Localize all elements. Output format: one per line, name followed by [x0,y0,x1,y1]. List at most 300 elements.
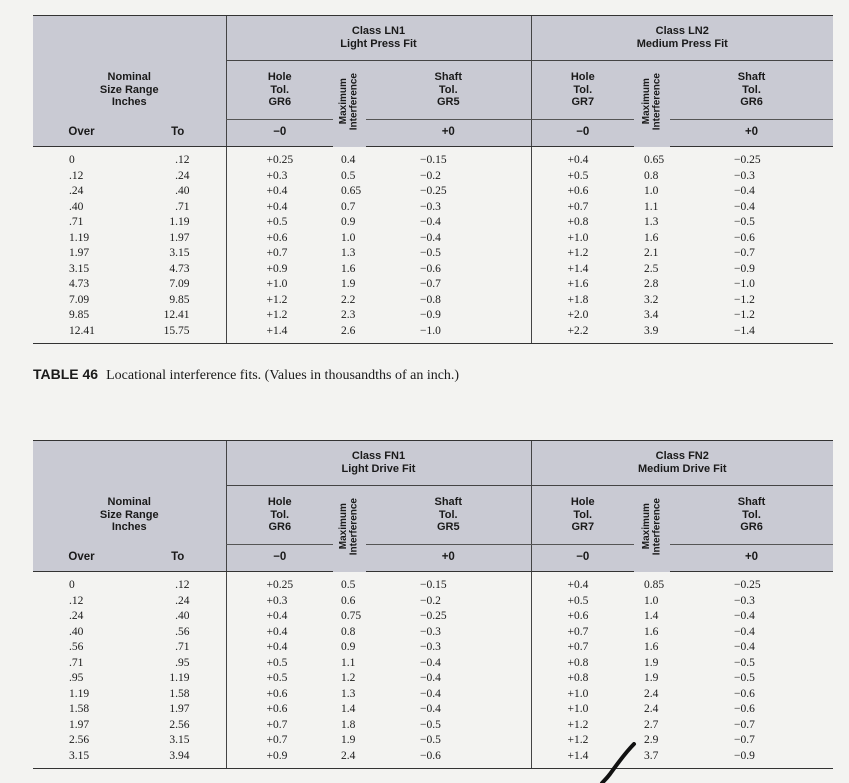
shaft-tol-cell: −0.3 [366,200,531,216]
hole-tol-cell: +0.7 [226,733,333,749]
over-cell: .24 [33,184,130,200]
shaft-tol-cell: −0.25 [366,609,531,625]
shaft-tol-cell: −1.0 [366,324,531,344]
over-cell: 1.58 [33,702,130,718]
over-cell: 2.56 [33,733,130,749]
shaft-line: Shaft [434,496,462,509]
to-cell: .71 [130,640,226,656]
blank-corner [33,16,226,61]
table-body [33,572,833,769]
max-interference-cell: 3.2 [634,293,670,309]
max-interference-cell: 1.6 [634,640,670,656]
table-row [33,656,833,672]
to-cell: 12.41 [130,308,226,324]
hole-tol-value: −0 [531,545,634,572]
over-cell: .71 [33,656,130,672]
hole-tol-cell: +1.4 [531,749,634,769]
hole-tol-cell: +0.4 [531,572,634,594]
hole-tol-value: −0 [226,120,333,147]
table-row [33,246,833,262]
shaft-line: GR5 [436,96,460,109]
max-interference-cell: 1.3 [333,246,366,262]
to-cell: .12 [130,572,226,594]
shaft-tol-cell: −0.4 [366,671,531,687]
to-cell: 1.19 [130,671,226,687]
shaft-tol-cell: −0.5 [366,246,531,262]
table-47 [33,440,833,769]
over-cell: 0 [33,572,130,594]
to-cell: .24 [130,169,226,185]
max-interference-cell: 1.6 [634,625,670,641]
shaft-tol-cell: −0.5 [366,733,531,749]
shaft-tol-header [366,61,531,120]
shaft-tol-cell: −0.4 [366,656,531,672]
shaft-line: Tol. [742,83,761,96]
table-row [33,169,833,185]
shaft-tol-cell: −0.2 [366,169,531,185]
max-interference-cell: 0.6 [333,594,366,610]
shaft-tol-cell: −0.4 [670,609,833,625]
table-row [33,718,833,734]
hole-tol-header [531,486,634,545]
shaft-line: GR5 [436,521,460,534]
hole-line: Hole [570,496,595,509]
max-interference-cell: 2.4 [634,687,670,703]
over-cell: 1.19 [33,687,130,703]
hole-tol-cell: +1.0 [531,231,634,247]
to-cell: .12 [130,147,226,169]
over-cell: .12 [33,594,130,610]
table-row [33,262,833,278]
hole-tol-cell: +1.2 [531,718,634,734]
table-row [33,324,833,344]
class-title: Class LN1 [351,25,406,38]
max-interference-header [634,61,670,147]
hole-tol-cell: +1.2 [226,308,333,324]
table-row [33,749,833,769]
shaft-tol-cell: −0.6 [366,749,531,769]
hole-tol-cell: +1.2 [226,293,333,309]
shaft-tol-cell: −0.6 [366,262,531,278]
to-cell: .71 [130,200,226,216]
hole-line: GR6 [268,521,292,534]
shaft-tol-cell: −0.6 [670,231,833,247]
to-cell: .40 [130,609,226,625]
shaft-tol-header [670,486,833,545]
max-interference-cell: 2.3 [333,308,366,324]
to-cell: 1.97 [130,702,226,718]
shaft-tol-cell: −0.4 [366,215,531,231]
hole-tol-cell: +0.7 [226,246,333,262]
hole-tol-cell: +0.7 [531,640,634,656]
max-interference-cell: 2.1 [634,246,670,262]
hole-tol-cell: +0.8 [531,215,634,231]
over-cell: 0 [33,147,130,169]
blank-corner [33,441,226,486]
nominal-size-header [33,61,226,120]
max-interference-cell: 0.8 [333,625,366,641]
class-header-a [226,441,531,486]
hole-tol-cell: +0.4 [226,640,333,656]
max-interference-cell: 1.3 [634,215,670,231]
shaft-tol-cell: −0.4 [366,702,531,718]
caption-text: Locational interference fits. (Values in thousandths of an inch.) [106,368,460,383]
max-interference-cell: 1.4 [333,702,366,718]
max-interference-cell: 1.0 [634,184,670,200]
shaft-tol-cell: −0.9 [670,262,833,278]
hole-line: Hole [267,496,292,509]
class-subtitle: Medium Drive Fit [637,463,727,475]
hole-tol-cell: +0.5 [226,215,333,231]
table-row [33,572,833,594]
shaft-tol-cell: −0.5 [366,718,531,734]
hole-tol-cell: +0.3 [226,169,333,185]
table-row [33,625,833,641]
shaft-line: Shaft [737,71,766,84]
shaft-tol-cell: −0.5 [670,656,833,672]
shaft-line: Tol. [438,508,458,521]
max-interference-cell: 1.2 [333,671,366,687]
shaft-tol-cell: −0.3 [670,594,833,610]
over-cell: 1.97 [33,246,130,262]
nominal-line: Nominal [107,71,151,84]
shaft-tol-cell: −0.7 [670,733,833,749]
hole-tol-cell: +1.8 [531,293,634,309]
nominal-line: Nominal [107,496,151,509]
shaft-tol-value: +0 [366,120,531,147]
hole-tol-cell: +0.4 [226,625,333,641]
shaft-tol-value: +0 [670,545,833,572]
over-cell: 4.73 [33,277,130,293]
over-cell: .56 [33,640,130,656]
table-row [33,671,833,687]
hole-line: Hole [267,71,292,84]
hole-line: Tol. [573,83,593,96]
to-cell: 1.19 [130,215,226,231]
hole-tol-cell: +1.2 [531,733,634,749]
shaft-tol-cell: −0.9 [670,749,833,769]
max-interference-header [333,486,366,572]
shaft-tol-cell: −0.5 [670,215,833,231]
shaft-line: GR6 [740,96,763,109]
hole-line: Hole [570,71,595,84]
max-interference-cell: 1.4 [634,609,670,625]
max-interference-cell: 0.5 [333,169,366,185]
hole-tol-header [531,61,634,120]
hole-line: Tol. [270,508,290,521]
hole-tol-cell: +0.6 [531,609,634,625]
hole-tol-cell: +0.7 [226,718,333,734]
max-interference-header [333,61,366,147]
hole-tol-cell: +1.6 [531,277,634,293]
shaft-tol-value: +0 [670,120,833,147]
hole-tol-cell: +1.4 [531,262,634,278]
nominal-line: Inches [111,521,147,534]
shaft-tol-header [670,61,833,120]
hole-tol-cell: +1.0 [531,702,634,718]
over-cell: .95 [33,671,130,687]
max-interference-cell: 1.9 [333,277,366,293]
hole-tol-cell: +0.9 [226,749,333,769]
shaft-tol-cell: −0.15 [366,572,531,594]
class-subtitle: Medium Press Fit [636,38,728,50]
nominal-line: Size Range [99,508,159,521]
shaft-tol-cell: −0.3 [366,640,531,656]
max-interference-cell: 2.6 [333,324,366,344]
max-interference-cell: 2.7 [634,718,670,734]
max-interference-cell: 1.1 [634,200,670,216]
to-cell: 2.56 [130,718,226,734]
over-cell: 1.19 [33,231,130,247]
shaft-tol-cell: −1.2 [670,308,833,324]
shaft-tol-header [366,486,531,545]
shaft-tol-cell: −1.2 [670,293,833,309]
to-cell: 4.73 [130,262,226,278]
over-cell: 12.41 [33,324,130,344]
hole-tol-header [226,61,333,120]
class-subtitle: Light Press Fit [340,38,417,50]
hole-tol-cell: +0.4 [531,147,634,169]
to-cell: 1.58 [130,687,226,703]
hole-tol-cell: +0.4 [226,200,333,216]
shaft-tol-cell: −0.4 [670,640,833,656]
class-title: Class FN1 [351,450,406,463]
shaft-tol-cell: −0.3 [670,169,833,185]
over-cell: .24 [33,609,130,625]
shaft-tol-cell: −0.4 [670,625,833,641]
hole-tol-cell: +0.4 [226,184,333,200]
hole-tol-cell: +0.4 [226,609,333,625]
to-cell: 9.85 [130,293,226,309]
hole-line: Tol. [573,508,593,521]
shaft-tol-cell: −0.15 [366,147,531,169]
over-cell: 7.09 [33,293,130,309]
max-line: Interference [651,73,663,131]
shaft-tol-cell: −1.0 [670,277,833,293]
to-cell: .40 [130,184,226,200]
max-interference-cell: 0.8 [634,169,670,185]
over-cell: 3.15 [33,749,130,769]
hole-line: GR6 [268,96,292,109]
shaft-tol-cell: −1.4 [670,324,833,344]
max-interference-cell: 3.9 [634,324,670,344]
class-header-a [226,16,531,61]
table-row [33,702,833,718]
shaft-tol-cell: −0.6 [670,702,833,718]
hole-tol-cell: +0.5 [226,671,333,687]
shaft-tol-cell: −0.6 [670,687,833,703]
hole-tol-value: −0 [226,545,333,572]
max-interference-cell: 2.5 [634,262,670,278]
over-header: Over [33,545,130,572]
table-row [33,609,833,625]
max-interference-cell: 0.65 [333,184,366,200]
to-header: To [130,120,226,147]
max-interference-cell: 2.8 [634,277,670,293]
table-row [33,147,833,169]
max-interference-cell: 1.9 [333,733,366,749]
max-interference-cell: 0.4 [333,147,366,169]
shaft-line: GR6 [740,521,763,534]
hole-tol-cell: +0.8 [531,671,634,687]
over-cell: .71 [33,215,130,231]
table-row [33,293,833,309]
max-line: Maximum [338,78,349,125]
hole-tol-cell: +0.9 [226,262,333,278]
hole-line: GR7 [571,521,595,534]
hole-tol-cell: +1.0 [226,277,333,293]
hole-tol-cell: +0.7 [531,625,634,641]
class-header-b [531,441,833,486]
over-cell: 9.85 [33,308,130,324]
table-row [33,687,833,703]
max-interference-cell: 1.1 [333,656,366,672]
shaft-tol-cell: −0.7 [670,718,833,734]
table-row [33,200,833,216]
max-interference-cell: 2.2 [333,293,366,309]
hole-tol-cell: +0.5 [226,656,333,672]
hole-tol-cell: +0.25 [226,572,333,594]
over-cell: .12 [33,169,130,185]
table-row [33,184,833,200]
table-caption [33,366,459,384]
table-row [33,733,833,749]
table-row [33,215,833,231]
shaft-tol-cell: −0.8 [366,293,531,309]
over-cell: .40 [33,625,130,641]
class-subtitle: Light Drive Fit [341,463,416,475]
shaft-tol-cell: −0.7 [366,277,531,293]
max-interference-cell: 0.65 [634,147,670,169]
nominal-size-header [33,486,226,545]
hole-tol-cell: +2.0 [531,308,634,324]
max-interference-cell: 0.5 [333,572,366,594]
to-cell: .95 [130,656,226,672]
shaft-tol-cell: −0.7 [670,246,833,262]
max-interference-cell: 2.4 [333,749,366,769]
hole-tol-cell: +1.2 [531,246,634,262]
class-title: Class LN2 [655,25,709,38]
hole-tol-cell: +1.4 [226,324,333,344]
hole-line: Tol. [270,83,290,96]
to-cell: .24 [130,594,226,610]
max-interference-cell: 0.9 [333,640,366,656]
class-title: Class FN2 [655,450,709,463]
max-interference-cell: 1.9 [634,671,670,687]
to-cell: .56 [130,625,226,641]
hole-tol-cell: +0.5 [531,169,634,185]
max-interference-header [634,486,670,572]
shaft-tol-cell: −0.4 [366,687,531,703]
hole-tol-cell: +0.6 [531,184,634,200]
hole-tol-value: −0 [531,120,634,147]
to-cell: 3.94 [130,749,226,769]
max-interference-cell: 1.3 [333,687,366,703]
shaft-tol-cell: −0.25 [670,147,833,169]
to-cell: 3.15 [130,246,226,262]
over-cell: 3.15 [33,262,130,278]
shaft-tol-cell: −0.4 [670,184,833,200]
hole-tol-cell: +0.5 [531,594,634,610]
hole-tol-cell: +0.6 [226,687,333,703]
hole-tol-cell: +0.7 [531,200,634,216]
to-cell: 1.97 [130,231,226,247]
hole-tol-cell: +1.0 [531,687,634,703]
hole-tol-cell: +2.2 [531,324,634,344]
max-line: Maximum [338,503,349,550]
table-row [33,640,833,656]
max-line: Interference [651,498,662,556]
max-interference-cell: 1.6 [634,231,670,247]
to-header: To [130,545,226,572]
max-line: Interference [348,498,360,556]
caption-label: TABLE 46 [33,366,99,382]
max-interference-cell: 0.75 [333,609,366,625]
nominal-line: Size Range [99,83,159,96]
to-cell: 7.09 [130,277,226,293]
hole-line: GR7 [571,96,595,109]
nominal-line: Inches [111,96,147,109]
max-interference-cell: 1.0 [634,594,670,610]
shaft-tol-cell: −0.25 [670,572,833,594]
max-interference-cell: 1.0 [333,231,366,247]
pen-mark [598,742,638,783]
max-interference-cell: 0.85 [634,572,670,594]
max-line: Maximum [640,78,652,125]
hole-tol-cell: +0.8 [531,656,634,672]
max-line: Interference [348,73,360,131]
over-cell: 1.97 [33,718,130,734]
max-interference-cell: 3.4 [634,308,670,324]
shaft-tol-cell: −0.5 [670,671,833,687]
table-row [33,231,833,247]
max-interference-cell: 2.4 [634,702,670,718]
over-header: Over [33,120,130,147]
table-46 [33,15,833,344]
shaft-line: Tol. [438,83,458,96]
shaft-line: Shaft [434,71,462,84]
shaft-line: Shaft [737,496,766,509]
max-interference-cell: 1.6 [333,262,366,278]
max-interference-cell: 0.7 [333,200,366,216]
max-interference-cell: 1.9 [634,656,670,672]
shaft-tol-cell: −0.9 [366,308,531,324]
table-row [33,277,833,293]
shaft-tol-cell: −0.25 [366,184,531,200]
max-line: Maximum [640,503,652,550]
max-interference-cell: 3.7 [634,749,670,769]
shaft-tol-cell: −0.3 [366,625,531,641]
shaft-tol-cell: −0.4 [366,231,531,247]
hole-tol-cell: +0.6 [226,702,333,718]
table-row [33,308,833,324]
to-cell: 15.75 [130,324,226,344]
max-interference-cell: 2.9 [634,733,670,749]
shaft-tol-value: +0 [366,545,531,572]
shaft-tol-cell: −0.2 [366,594,531,610]
max-interference-cell: 0.9 [333,215,366,231]
hole-tol-cell: +0.25 [226,147,333,169]
hole-tol-cell: +0.6 [226,231,333,247]
shaft-tol-cell: −0.4 [670,200,833,216]
hole-tol-cell: +0.3 [226,594,333,610]
table-row [33,594,833,610]
table-body [33,147,833,344]
shaft-line: Tol. [742,508,761,521]
max-interference-cell: 1.8 [333,718,366,734]
hole-tol-header [226,486,333,545]
to-cell: 3.15 [130,733,226,749]
